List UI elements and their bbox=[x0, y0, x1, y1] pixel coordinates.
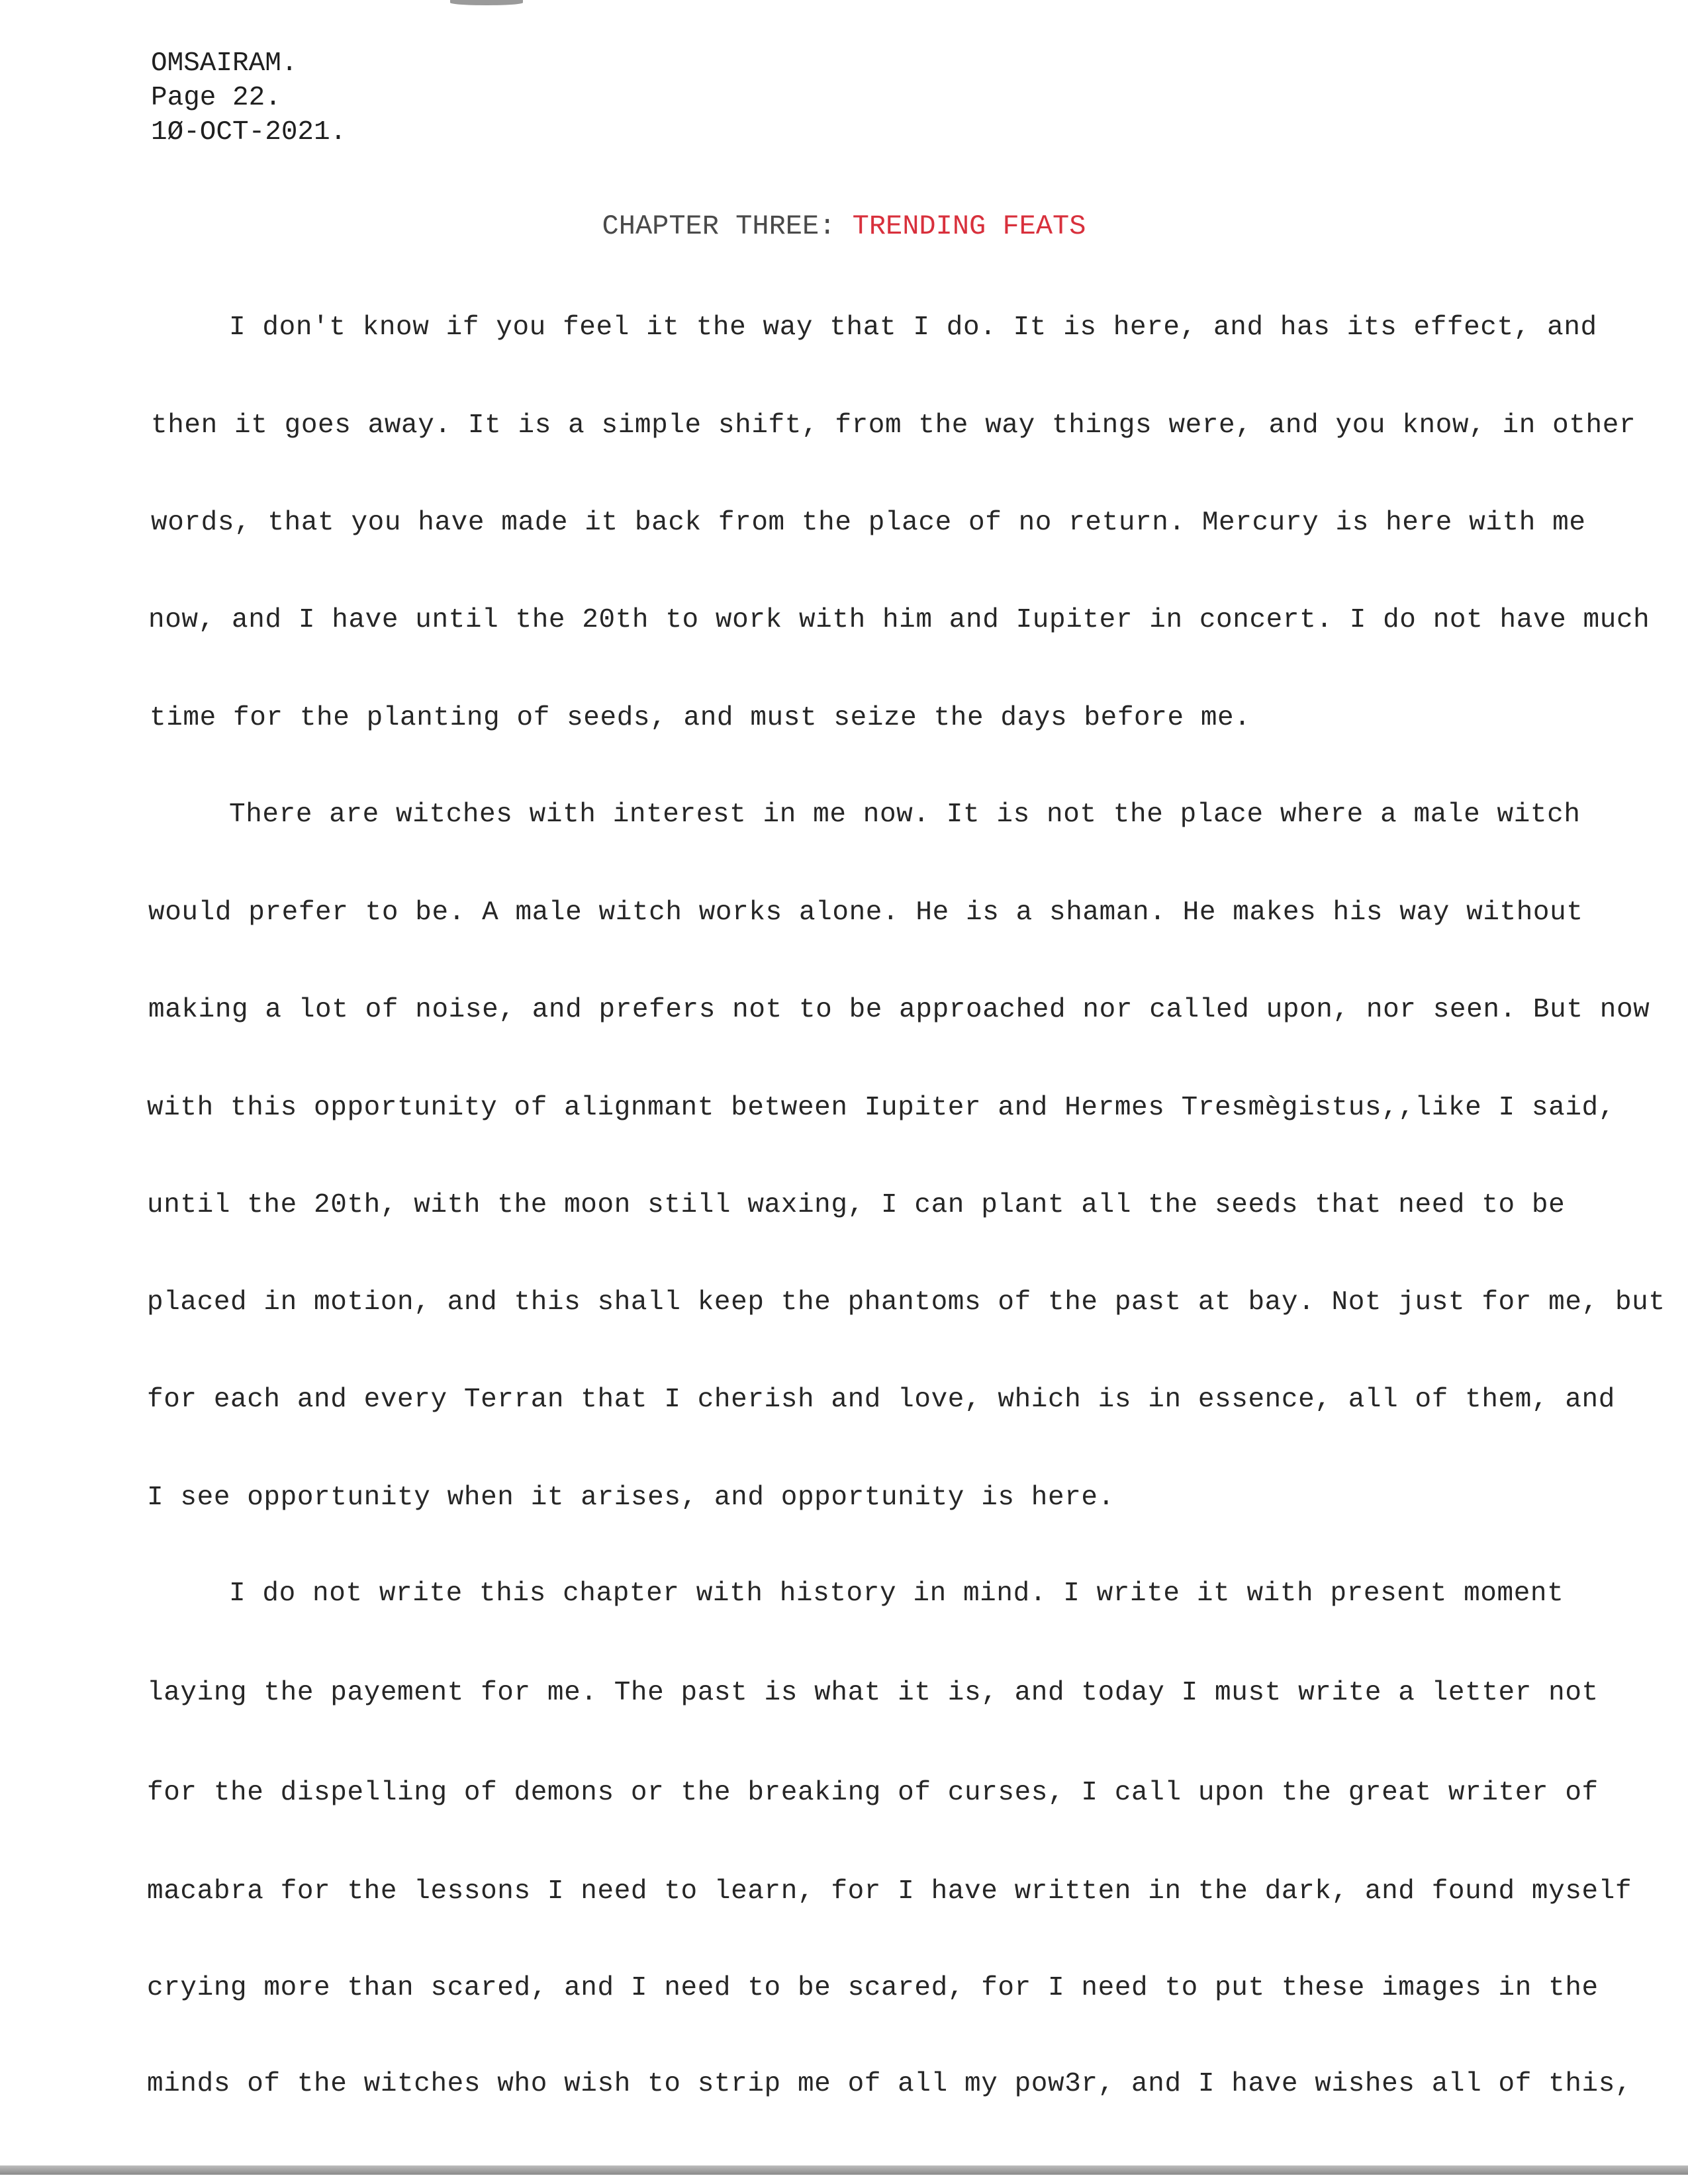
text-line: macabra for the lessons I need to learn, for I have written in the dark, and found myself bbox=[147, 1876, 1632, 1907]
chapter-heading bbox=[0, 210, 1688, 242]
text-line: minds of the witches who wish to strip me of all my pow3r, and I have wishes all of this, bbox=[147, 2069, 1632, 2099]
text-line: placed in motion, and this shall keep the phantoms of the past at bay. Not just for me, but bbox=[147, 1287, 1665, 1318]
text-line: I see opportunity when it arises, and opportunity is here. bbox=[147, 1482, 1115, 1513]
scan-artifact bbox=[450, 0, 523, 5]
text-line: laying the payement for me. The past is what it is, and today I must write a letter not bbox=[147, 1678, 1599, 1708]
scan-edge bbox=[0, 2165, 1688, 2175]
header-page-number: Page 22. bbox=[151, 83, 281, 113]
text-line: for the dispelling of demons or the breaking of curses, I call upon the great writer of bbox=[147, 1778, 1599, 1808]
chapter-title: TRENDING FEATS bbox=[852, 210, 1086, 242]
text-line: words, that you have made it back from the place of no return. Mercury is here with me bbox=[151, 508, 1586, 538]
text-line: now, and I have until the 20th to work with him and Iupiter in concert. I do not have much bbox=[148, 605, 1650, 635]
text-line: making a lot of noise, and prefers not to be approached nor called upon, nor seen. But now bbox=[148, 995, 1650, 1025]
text-line: until the 20th, with the moon still waxing, I can plant all the seeds that need to be bbox=[147, 1190, 1566, 1220]
text-line: with this opportunity of alignmant between Iupiter and Hermes Tresmègistus,,like I said, bbox=[147, 1093, 1615, 1123]
page-header bbox=[151, 46, 346, 150]
text-line: crying more than scared, and I need to be scared, for I need to put these images in the bbox=[147, 1973, 1599, 2003]
header-title: OMSAIRAM. bbox=[151, 48, 298, 79]
text-line: time for the planting of seeds, and must seize the days before me. bbox=[150, 703, 1251, 733]
text-line: would prefer to be. A male witch works alone. He is a shaman. He makes his way without bbox=[148, 897, 1583, 928]
text-line: for each and every Terran that I cherish and love, which is in essence, all of them, and bbox=[147, 1385, 1615, 1415]
text-line: There are witches with interest in me now. It is not the place where a male witch bbox=[229, 799, 1581, 830]
text-line: I do not write this chapter with history in mind. I write it with present moment bbox=[229, 1578, 1564, 1609]
header-date: 1Ø-OCT-2021. bbox=[151, 117, 347, 148]
text-line: then it goes away. It is a simple shift, from the way things were, and you know, in other bbox=[151, 410, 1636, 441]
text-line: I don't know if you feel it the way that I do. It is here, and has its effect, and bbox=[229, 312, 1597, 343]
chapter-prefix: CHAPTER THREE: bbox=[602, 210, 836, 242]
